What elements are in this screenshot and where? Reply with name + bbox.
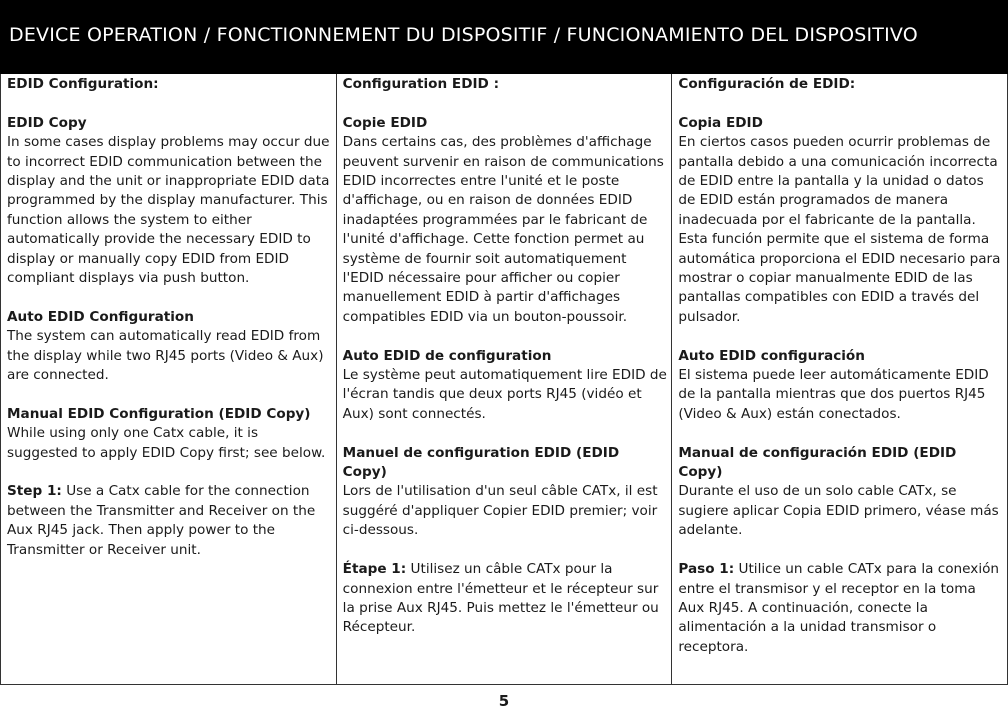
- page-title: DEVICE OPERATION / FONCTIONNEMENT DU DISPOSITIF / FUNCIONAMIENTO DEL DISPOSITIVO: [9, 24, 918, 46]
- column-heading: Configuration EDID :: [342, 76, 500, 92]
- edid-copy-section: [678, 114, 1003, 327]
- section-body: En ciertos casos pueden ocurrir problemas de pantalla debido a una comunicación incorrecta de EDID entre la pantalla y la unidad o datos de EDID están programados de manera inadecuada por el fabricante de la pantalla. Esta función permite que el sistema de forma automática proporciona el EDID necesario para mostrar o copiar manualmente EDID de las pantallas compatibles con EDID a través del pulsador.: [678, 134, 1001, 325]
- section-title: Auto EDID configuración: [678, 347, 865, 364]
- section-title: Auto EDID Configuration: [7, 308, 194, 325]
- section-title: Manual EDID Configuration (EDID Copy): [7, 405, 311, 422]
- step-label: Step 1:: [7, 483, 62, 500]
- auto-edid-section: [343, 347, 668, 425]
- manual-edid-section: [343, 444, 668, 541]
- section-body: While using only one Catx cable, it is suggested to apply EDID Copy first; see below.: [7, 425, 326, 461]
- page-number: 5: [498, 692, 510, 710]
- step-1: [343, 560, 668, 638]
- step-1: [678, 560, 1003, 657]
- section-body: Lors de l'utilisation d'un seul câble CATx, il est suggéré d'appliquer Copier EDID premier; voir ci-dessous.: [342, 483, 658, 539]
- section-title: Manual de configuración EDID (EDID Copy): [678, 444, 957, 481]
- section-title: Copie EDID: [342, 114, 428, 131]
- page-header-bar: [0, 0, 1008, 74]
- step-label: Paso 1:: [678, 561, 735, 578]
- section-title: EDID Copy: [7, 114, 87, 131]
- column-french: [336, 74, 672, 684]
- section-title: Manuel de configuration EDID (EDID Copy): [342, 444, 620, 481]
- section-body: El sistema puede leer automáticamente EDID de la pantalla mientras que dos puertos RJ45 (Video & Aux) están conectados.: [678, 367, 989, 422]
- section-body: Durante el uso de un solo cable CATx, se sugiere aplicar Copia EDID primero, véase más adelante.: [678, 483, 999, 539]
- section-body: Le système peut automatiquement lire EDID de l'écran tandis que deux ports RJ45 (vidéo et Aux) sont connectés.: [342, 367, 667, 422]
- edid-copy-section: [7, 114, 332, 289]
- auto-edid-section: [7, 308, 332, 386]
- column-spanish: [671, 74, 1007, 684]
- column-heading: Configuración de EDID:: [678, 76, 856, 92]
- section-body: The system can automatically read EDID from the display while two RJ45 ports (Video & Aux) are connected.: [7, 328, 324, 384]
- section-title: Auto EDID de configuration: [342, 347, 552, 364]
- column-heading: EDID Configuration:: [7, 76, 159, 92]
- edid-copy-section: [343, 114, 668, 327]
- section-body: In some cases display problems may occur due to incorrect EDID communication between the display and the unit or inappropriate EDID data programmed by the display manufacturer. This function allows the system to either automatically provide the necessary EDID to display or manually copy EDID from EDID compliant displays via push button.: [7, 134, 330, 287]
- manual-edid-section: [678, 444, 1003, 541]
- step-body: Use a Catx cable for the connection between the Transmitter and Receiver on the Aux RJ45 jack. Then apply power to the Transmitter or Receiver unit.: [7, 483, 316, 558]
- section-body: Dans certains cas, des problèmes d'affichage peuvent survenir en raison de communications EDID incorrectes entre l'unité et le poste d'affichage, ou en raison de données EDID inadaptées programmées par le fabricant de l'unité d'affichage. Cette fonction permet au système de fournir soit automatiquement l'EDID nécessaire pour afficher ou copier manuellement EDID à partir d'affichages compatibles EDID via un bouton-poussoir.: [342, 134, 664, 325]
- section-title: Copia EDID: [678, 114, 763, 131]
- step-1: [7, 482, 332, 560]
- manual-edid-section: [7, 405, 332, 463]
- step-body: Utilice un cable CATx para la conexión entre el transmisor y el receptor en la toma Aux RJ45. A continuación, conecte la alimentación a la unidad transmisor o receptora.: [678, 561, 1000, 655]
- auto-edid-section: [678, 347, 1003, 425]
- three-column-body: [0, 74, 1008, 685]
- column-english: [1, 74, 336, 684]
- step-label: Étape 1:: [342, 561, 407, 578]
- step-body: Utilisez un câble CATx pour la connexion entre l'émetteur et le récepteur sur la prise Aux RJ45. Puis mettez le l'émetteur ou Récepteur.: [342, 561, 659, 636]
